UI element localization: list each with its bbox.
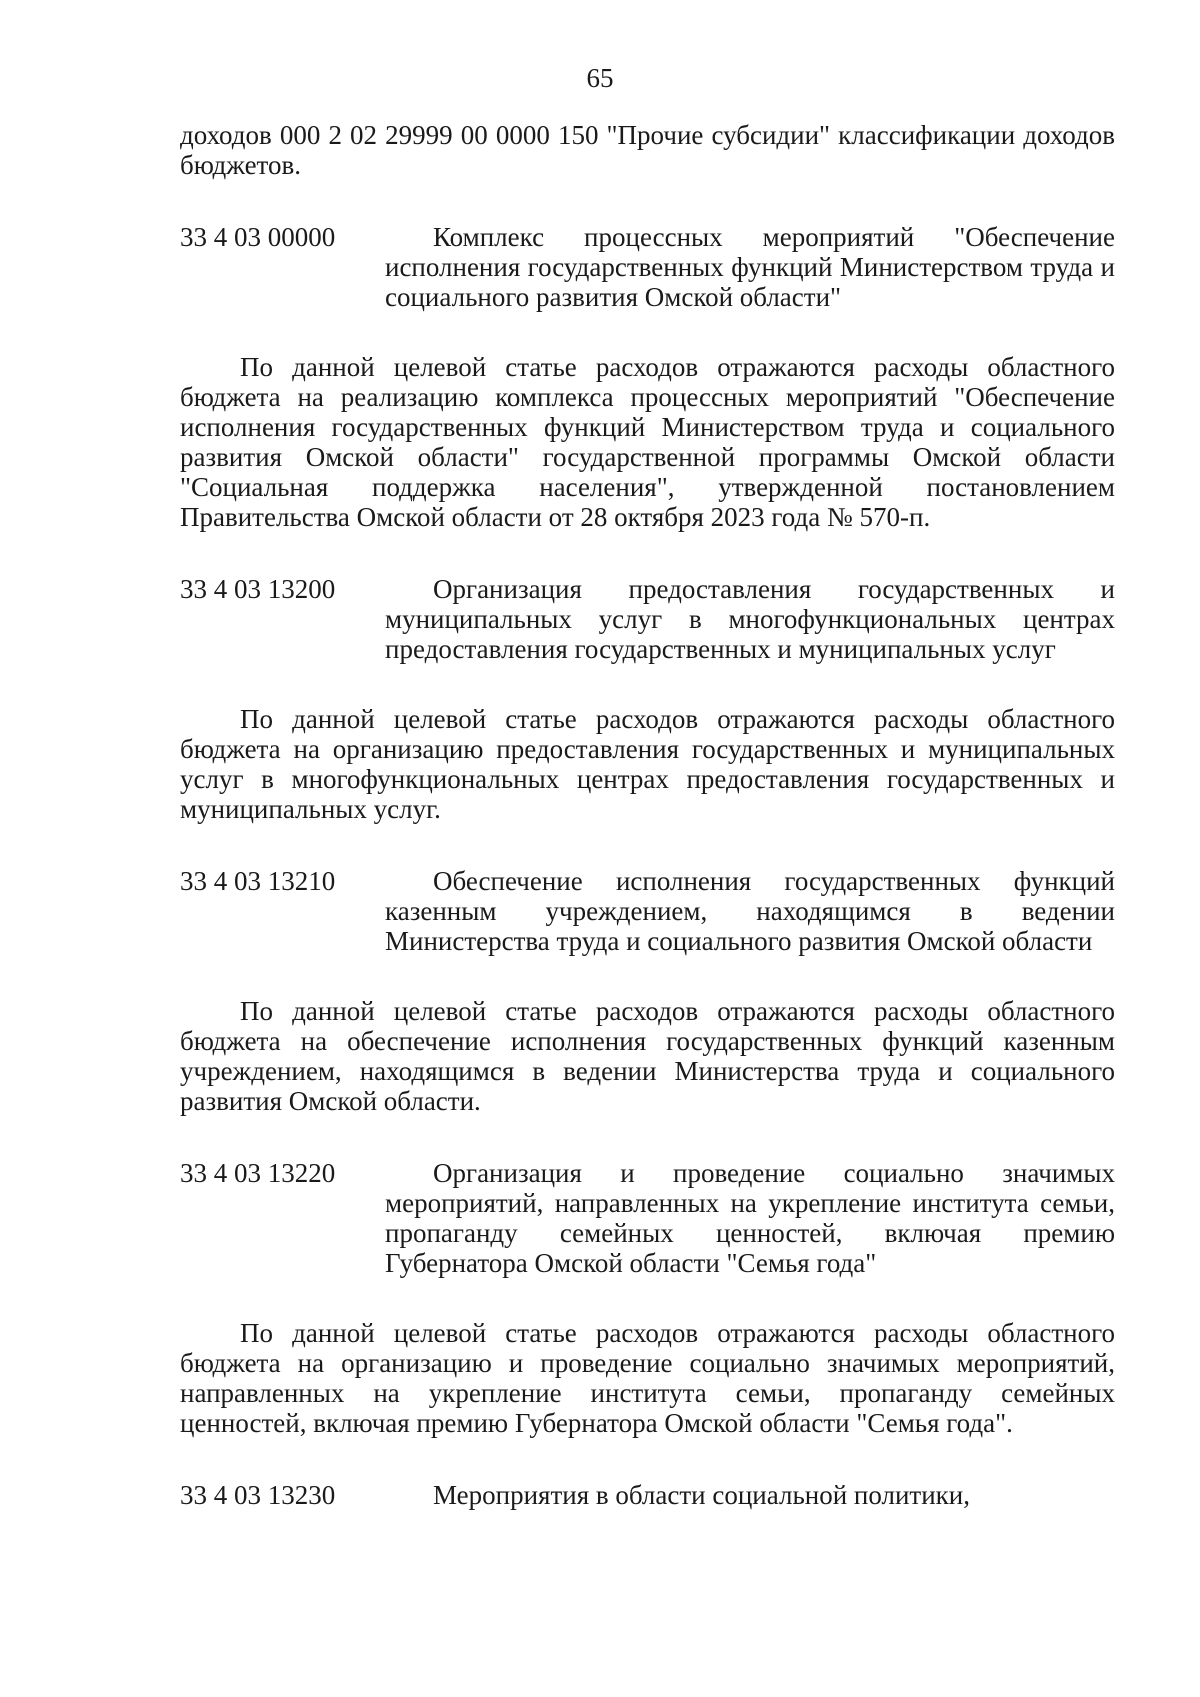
entry-description: По данной целевой статье расходов отражаются расходы областного бюджета на организацию и проведение социально значимых мероприятий, направленных на укрепление института семьи, пропаганду семейных ценностей, включая премию Губернатора Омской области "Семья года". (180, 1318, 1115, 1438)
budget-entry (180, 574, 1115, 664)
entry-description: По данной целевой статье расходов отражаются расходы областного бюджета на обеспечение исполнения государственных функций казенным учреждением, находящимся в ведении Министерства труда и социального развития Омской области. (180, 996, 1115, 1116)
entry-code: 33 4 03 13210 (180, 866, 336, 896)
entry-code: 33 4 03 00000 (180, 222, 336, 252)
entry-code: 33 4 03 13200 (180, 574, 336, 604)
entry-title: Комплекс процессных мероприятий "Обеспечение исполнения государственных функций Министерством труда и социального развития Омской области" (385, 222, 1115, 312)
opening-paragraph: доходов 000 2 02 29999 00 0000 150 "Прочие субсидии" классификации доходов бюджетов. (180, 120, 1115, 180)
entry-description: По данной целевой статье расходов отражаются расходы областного бюджета на организацию предоставления государственных и муниципальных услуг в многофункциональных центрах предоставления государственных и муниципальных услуг. (180, 704, 1115, 824)
entry-title: Обеспечение исполнения государственных функций казенным учреждением, находящимся в ведении Министерства труда и социального развития Омской области (385, 866, 1115, 956)
budget-entry (180, 222, 1115, 312)
entry-code: 33 4 03 13230 (180, 1480, 336, 1510)
budget-entry (180, 1480, 1115, 1510)
page-number: 65 (586, 63, 614, 93)
entry-title: Мероприятия в области социальной политики, (433, 1480, 970, 1510)
entry-description: По данной целевой статье расходов отражаются расходы областного бюджета на реализацию комплекса процессных мероприятий "Обеспечение исполнения государственных функций Министерством труда и социального развития Омской области" государственной программы Омской области "Социальная поддержка населения", утвержденной постановлением Правительства Омской области от 28 октября 2023 года № 570-п. (180, 352, 1115, 532)
document-body (180, 120, 1115, 1510)
entry-title: Организация предоставления государственных и муниципальных услуг в многофункциональных центрах предоставления государственных и муниципальных услуг (385, 574, 1115, 664)
budget-entry (180, 1158, 1115, 1278)
budget-entry (180, 866, 1115, 956)
entry-code: 33 4 03 13220 (180, 1158, 336, 1188)
entry-title: Организация и проведение социально значимых мероприятий, направленных на укрепление института семьи, пропаганду семейных ценностей, включая премию Губернатора Омской области "Семья года" (385, 1158, 1115, 1278)
